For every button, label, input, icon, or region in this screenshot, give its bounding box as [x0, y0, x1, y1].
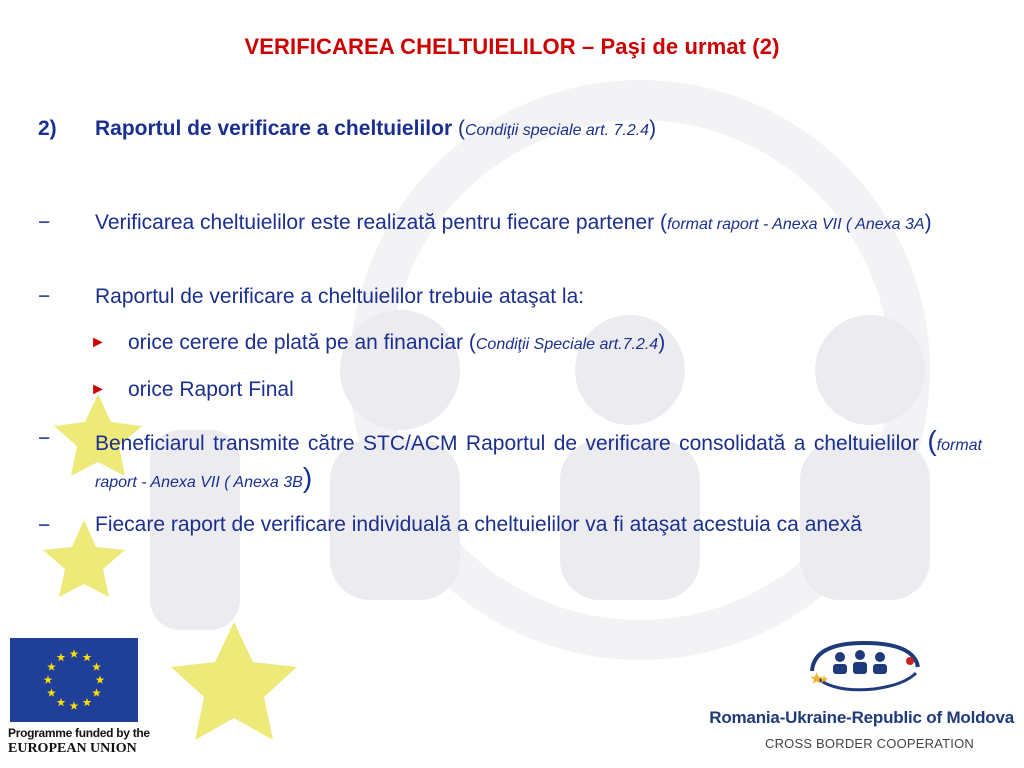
- sub-item-close: ): [658, 331, 666, 354]
- heading-paren-open: (: [452, 117, 465, 140]
- dash-bullet: −: [38, 514, 51, 537]
- bullet-item-3: [38, 426, 982, 500]
- bullet-text: Raportul de verificare a cheltuielilor trebuie ataşat la:: [95, 285, 585, 308]
- bullet-close: ): [302, 462, 313, 493]
- eu-logo-block: [8, 638, 153, 757]
- sub-item-text: orice cerere de plată pe an financiar (: [128, 331, 476, 354]
- dash-bullet: −: [38, 427, 51, 450]
- programme-name: Romania-Ukraine-Republic of Moldova: [709, 708, 1014, 727]
- bullet-text: Verificarea cheltuielilor este realizată pentru fiecare partener (: [95, 211, 667, 234]
- bullet-item-2: [38, 284, 982, 310]
- heading-paren-close: ): [649, 117, 657, 140]
- sub-item-1: [90, 330, 665, 358]
- eu-caption-line2: EUROPEAN UNION: [8, 741, 137, 756]
- heading-label: Raportul de verificare a cheltuielilor: [95, 117, 453, 140]
- programme-subtitle: CROSS BORDER COOPERATION: [765, 736, 974, 751]
- bullet-item-4: [38, 513, 982, 537]
- programme-logo-icon: [804, 637, 924, 697]
- section-heading: [38, 117, 656, 141]
- dash-bullet: −: [38, 285, 51, 308]
- bullet-close: ): [924, 211, 932, 234]
- bullet-item-1: [38, 210, 982, 238]
- eu-flag-icon: [10, 638, 138, 722]
- slide-title: VERIFICAREA CHELTUIELILOR – Paşi de urmat (2): [244, 34, 780, 59]
- arrow-bullet-icon: ►: [90, 334, 106, 351]
- eu-caption-line1: Programme funded by the: [8, 726, 150, 740]
- dash-bullet: −: [38, 211, 51, 234]
- sub-item-text: orice Raport Final: [128, 378, 294, 401]
- heading-reference: Condiţii speciale art. 7.2.4: [464, 122, 650, 139]
- heading-number: 2): [38, 117, 57, 140]
- sub-item-reference: Condiţii Speciale art.7.2.4: [475, 336, 659, 353]
- arrow-bullet-icon: ►: [90, 381, 106, 398]
- sub-item-2: [90, 377, 294, 403]
- bullet-text: Fiecare raport de verificare individuală a cheltuielilor va fi ataşat acestuia ca anexă: [95, 513, 862, 536]
- bullet-open: (: [927, 425, 937, 456]
- bullet-text: Beneficiarul transmite către STC/ACM Raportul de verificare consolidată a cheltuielilor: [95, 432, 928, 455]
- bullet-reference: format raport - Anexa VII ( Anexa 3B: [95, 437, 982, 491]
- bullet-reference: format raport - Anexa VII ( Anexa 3A: [666, 216, 925, 233]
